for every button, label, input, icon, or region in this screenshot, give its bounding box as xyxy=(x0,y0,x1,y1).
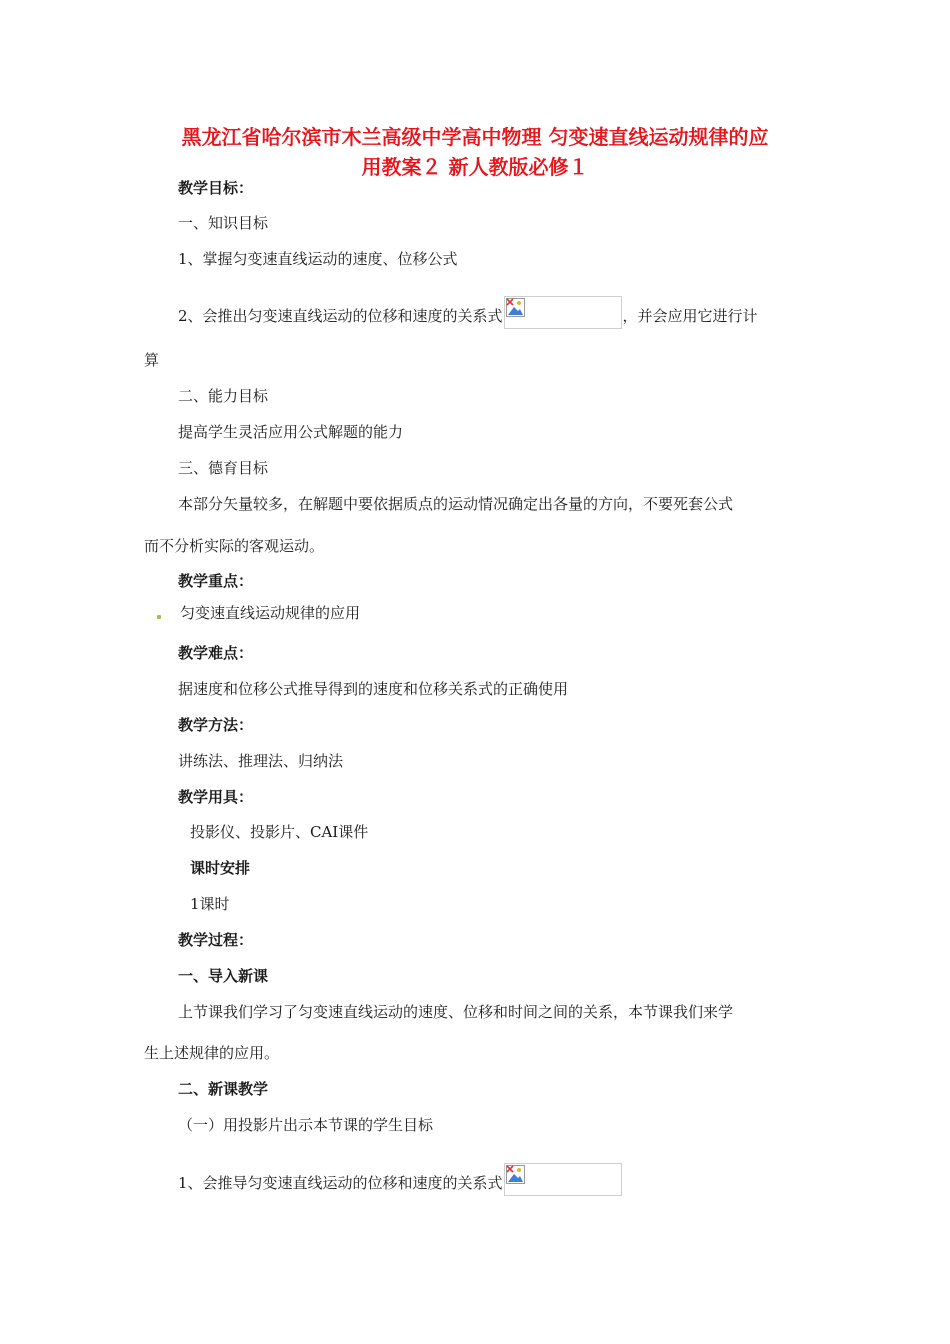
knowledge-item-2-suffix: ，并会应用它进行计 xyxy=(622,307,758,325)
tools-text: 投影仪、投影片、CAI课件 xyxy=(190,823,369,841)
new-lesson-item-1-text: 1、会推导匀变速直线运动的位移和速度的关系式 xyxy=(178,1174,503,1192)
broken-image-icon xyxy=(506,1165,526,1185)
title-line-2: 用教案２ 新人教版必修１ xyxy=(361,155,589,179)
knowledge-item-2-continuation: 算 xyxy=(144,351,160,369)
new-lesson-heading: 二、新课教学 xyxy=(178,1080,269,1098)
moral-heading: 三、德育目标 xyxy=(178,459,269,477)
new-lesson-subheading: （一）用投影片出示本节课的学生目标 xyxy=(178,1116,434,1134)
key-heading: 教学重点： xyxy=(178,572,254,590)
knowledge-item-2 xyxy=(178,296,758,329)
moral-text-line-1: 本部分矢量较多，在解题中要依据质点的运动情况确定出各量的方向，不要死套公式 xyxy=(178,495,734,513)
method-text: 讲练法、推理法、归纳法 xyxy=(178,752,344,770)
schedule-text: 1课时 xyxy=(190,895,230,913)
ability-heading: 二、能力目标 xyxy=(178,387,269,405)
new-lesson-item-1 xyxy=(178,1163,623,1196)
knowledge-heading: 一、知识目标 xyxy=(178,214,269,232)
moral-text-line-2: 而不分析实际的客观运动。 xyxy=(144,537,325,555)
intro-text-line-1: 上节课我们学习了匀变速直线运动的速度、位移和时间之间的关系，本节课我们来学 xyxy=(178,1003,734,1021)
process-heading: 教学过程： xyxy=(178,931,254,949)
key-text: 匀变速直线运动规律的应用 xyxy=(180,604,361,622)
broken-image-icon xyxy=(506,298,526,318)
title-line-1: 黑龙江省哈尔滨市木兰高级中学高中物理 匀变速直线运动规律的应 xyxy=(181,125,769,149)
difficulty-text: 据速度和位移公式推导得到的速度和位移关系式的正确使用 xyxy=(178,680,569,698)
formula-image xyxy=(504,296,622,329)
knowledge-item-1: 1、掌握匀变速直线运动的速度、位移公式 xyxy=(178,250,458,268)
goals-heading: 教学目标： xyxy=(178,179,254,197)
bullet-marker xyxy=(157,615,161,619)
method-heading: 教学方法： xyxy=(178,716,254,734)
difficulty-heading: 教学难点： xyxy=(178,644,254,662)
knowledge-item-2-text: 2、会推出匀变速直线运动的位移和速度的关系式 xyxy=(178,307,503,325)
document-title xyxy=(140,122,810,182)
intro-text-line-2: 生上述规律的应用。 xyxy=(144,1044,280,1062)
tools-heading: 教学用具： xyxy=(178,788,254,806)
formula-image xyxy=(504,1163,622,1196)
ability-text: 提高学生灵活应用公式解题的能力 xyxy=(178,423,404,441)
intro-heading: 一、导入新课 xyxy=(178,967,269,985)
schedule-heading: 课时安排 xyxy=(190,859,251,877)
